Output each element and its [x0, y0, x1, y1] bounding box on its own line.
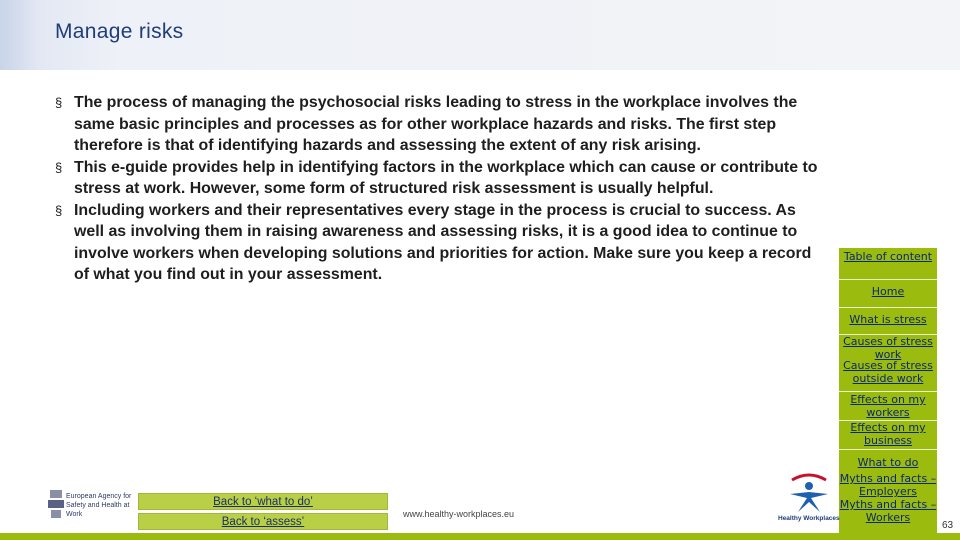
sidebar-divider	[839, 449, 937, 450]
bullet-text: This e-guide provides help in identifying factors in the workplace which can cause or contribute to stress at work. However, some form of structured risk assessment is usually helpful.	[74, 158, 818, 197]
page-title: Manage risks	[55, 20, 184, 43]
healthy-workplaces-text: Healthy Workplaces	[778, 515, 840, 522]
sidebar-item-causes-outside-work[interactable]: Causes of stress outside work	[843, 359, 933, 385]
eu-osha-emblem-icon	[48, 490, 64, 520]
page-number: 63	[942, 520, 954, 531]
eu-osha-logo	[48, 488, 133, 524]
sidebar-item-causes-work[interactable]: Causes of stress work	[843, 335, 933, 361]
bullet-list	[55, 92, 820, 286]
healthy-workplaces-logo	[778, 472, 838, 527]
bullet-mark: §	[55, 159, 63, 175]
sidebar-item-table-of-content[interactable]: Table of content	[843, 250, 933, 263]
sidebar-item-effects-workers[interactable]: Effects on my workers	[850, 393, 926, 419]
sidebar-item-what-is-stress[interactable]: What is stress	[849, 313, 927, 326]
sidebar-divider	[839, 307, 937, 308]
bullet-mark: §	[55, 202, 63, 218]
bullet-item	[55, 157, 820, 200]
back-to-assess-button[interactable]: Back to ‘assess’	[138, 513, 388, 530]
website-url: www.healthy-workplaces.eu	[403, 509, 515, 519]
healthy-workplaces-figure-icon	[784, 472, 834, 514]
sidebar-item-myths-workers[interactable]: Myths and facts – Workers	[839, 498, 937, 524]
bullet-text: The process of managing the psychosocial risks leading to stress in the workplace involves the same basic principles and processes as for other workplace hazards and risks. The first step therefore is that of identifying hazards and assessing the extent of any risk arising.	[74, 94, 798, 154]
bullet-mark: §	[55, 95, 63, 110]
bullet-item	[55, 92, 820, 157]
sidebar-divider	[839, 391, 937, 392]
back-to-what-to-do-button[interactable]: Back to ‘what to do’	[138, 493, 388, 510]
sidebar-item-myths-employers[interactable]: Myths and facts – Employers	[839, 472, 937, 498]
sidebar-nav	[839, 248, 937, 540]
bottom-accent-bar	[0, 533, 960, 540]
sidebar-item-what-to-do[interactable]: What to do	[857, 456, 919, 469]
bullet-item	[55, 200, 820, 286]
sidebar-divider	[839, 279, 937, 280]
bullet-text: Including workers and their representatives every stage in the process is crucial to success. As well as involving them in raising awareness and assessing risks, it is a good idea to continue to involve workers when developing solutions and priorities for action. Make sure you keep a record of what you find out in your assessment.	[74, 201, 812, 283]
eu-osha-logo-text: European Agency for Safety and Health at Work	[66, 493, 132, 518]
sidebar-item-effects-business[interactable]: Effects on my business	[850, 421, 926, 447]
sidebar-item-home[interactable]: Home	[871, 285, 905, 298]
